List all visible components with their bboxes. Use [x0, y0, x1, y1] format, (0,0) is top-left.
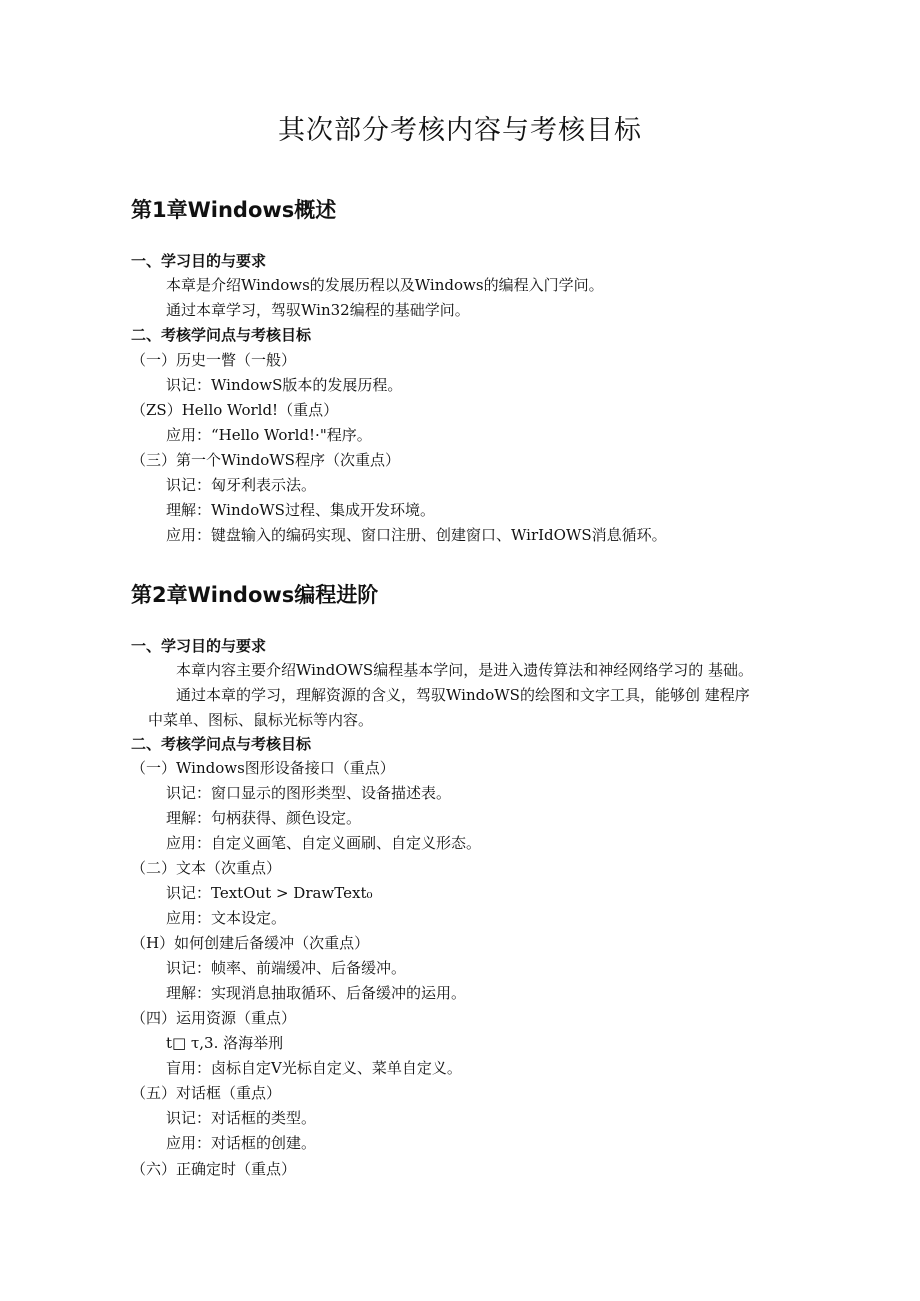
- chapter-2-heading: 第2章Windows编程进阶: [131, 583, 379, 607]
- ch1-paragraph-2: 通过本章学习，驾驭Win32编程的基础学问。: [166, 301, 470, 319]
- ch1-point-1-item-1: 识记：WindowS版本的发展历程。: [166, 376, 403, 394]
- ch2-point-3: （H）如何创建后备缓冲（次重点）: [131, 934, 370, 952]
- ch2-point-3-item-2: 理解：实现消息抽取循环、后备缓冲的运用。: [166, 984, 467, 1002]
- ch2-section-points: 二、考核学问点与考核目标: [131, 735, 312, 753]
- chapter-1-heading: 第1章Windows概述: [131, 198, 337, 222]
- ch1-section-objectives: 一、学习目的与要求: [131, 252, 267, 270]
- ch1-point-1: （一）历史一瞥（一般）: [131, 351, 297, 369]
- ch1-point-2: （ZS）Hello World!（重点）: [131, 401, 339, 419]
- ch2-paragraph-2: 通过本章的学习，理解资源的含义，驾驭WindoWS的绘图和文字工具，能够创 建程序: [176, 686, 750, 704]
- ch2-point-1-item-3: 应用：自定义画笔、自定义画刷、自定义形态。: [166, 834, 482, 852]
- ch1-point-3: （三）第一个WindoWS程序（次重点）: [131, 451, 400, 469]
- ch2-point-2-item-1: 识记：TextOut > DrawText₀: [166, 884, 373, 902]
- page-title: 其次部分考核内容与考核目标: [278, 115, 642, 146]
- ch2-point-5: （五）对话框（重点）: [131, 1084, 282, 1102]
- ch2-point-4-item-1: t□ τ,3. 洛海举刑: [166, 1034, 284, 1052]
- ch2-paragraph-1: 本章内容主要介绍WindOWS编程基本学问，是进入遗传算法和神经网络学习的 基础。: [176, 661, 753, 679]
- ch2-point-4: （四）运用资源（重点）: [131, 1009, 297, 1027]
- ch2-section-objectives: 一、学习目的与要求: [131, 637, 267, 655]
- ch2-point-5-item-1: 识记：对话框的类型。: [166, 1109, 317, 1127]
- ch2-point-5-item-2: 应用：对话框的创建。: [166, 1134, 317, 1152]
- ch2-point-2-item-2: 应用：文本设定。: [166, 909, 287, 927]
- ch1-paragraph-1: 本章是介绍Windows的发展历程以及Windows的编程入门学问。: [166, 276, 604, 294]
- ch1-point-3-item-1: 识记：匈牙利表示法。: [166, 476, 317, 494]
- ch1-point-2-item-1: 应用：“Hello World!·"程序。: [166, 426, 372, 444]
- ch2-point-2: （二）文本（次重点）: [131, 859, 282, 877]
- ch2-point-4-item-2: 盲用：卤标自定V光标自定义、菜单自定义。: [166, 1059, 462, 1077]
- ch2-point-1: （一）Windows图形设备接口（重点）: [131, 759, 395, 777]
- ch2-point-1-item-2: 理解：句柄获得、颜色设定。: [166, 809, 362, 827]
- ch1-point-3-item-3: 应用：键盘输入的编码实现、窗口注册、创建窗口、WirIdOWS消息循环。: [166, 526, 667, 544]
- ch1-section-points: 二、考核学问点与考核目标: [131, 326, 312, 344]
- ch2-point-1-item-1: 识记：窗口显示的图形类型、设备描述表。: [166, 784, 452, 802]
- ch2-paragraph-3: 中菜单、图标、鼠标光标等内容。: [148, 711, 374, 729]
- ch1-point-3-item-2: 理解：WindoWS过程、集成开发环境。: [166, 501, 435, 519]
- ch2-point-6: （六）正确定时（重点）: [131, 1160, 297, 1178]
- ch2-point-3-item-1: 识记：帧率、前端缓冲、后备缓冲。: [166, 959, 407, 977]
